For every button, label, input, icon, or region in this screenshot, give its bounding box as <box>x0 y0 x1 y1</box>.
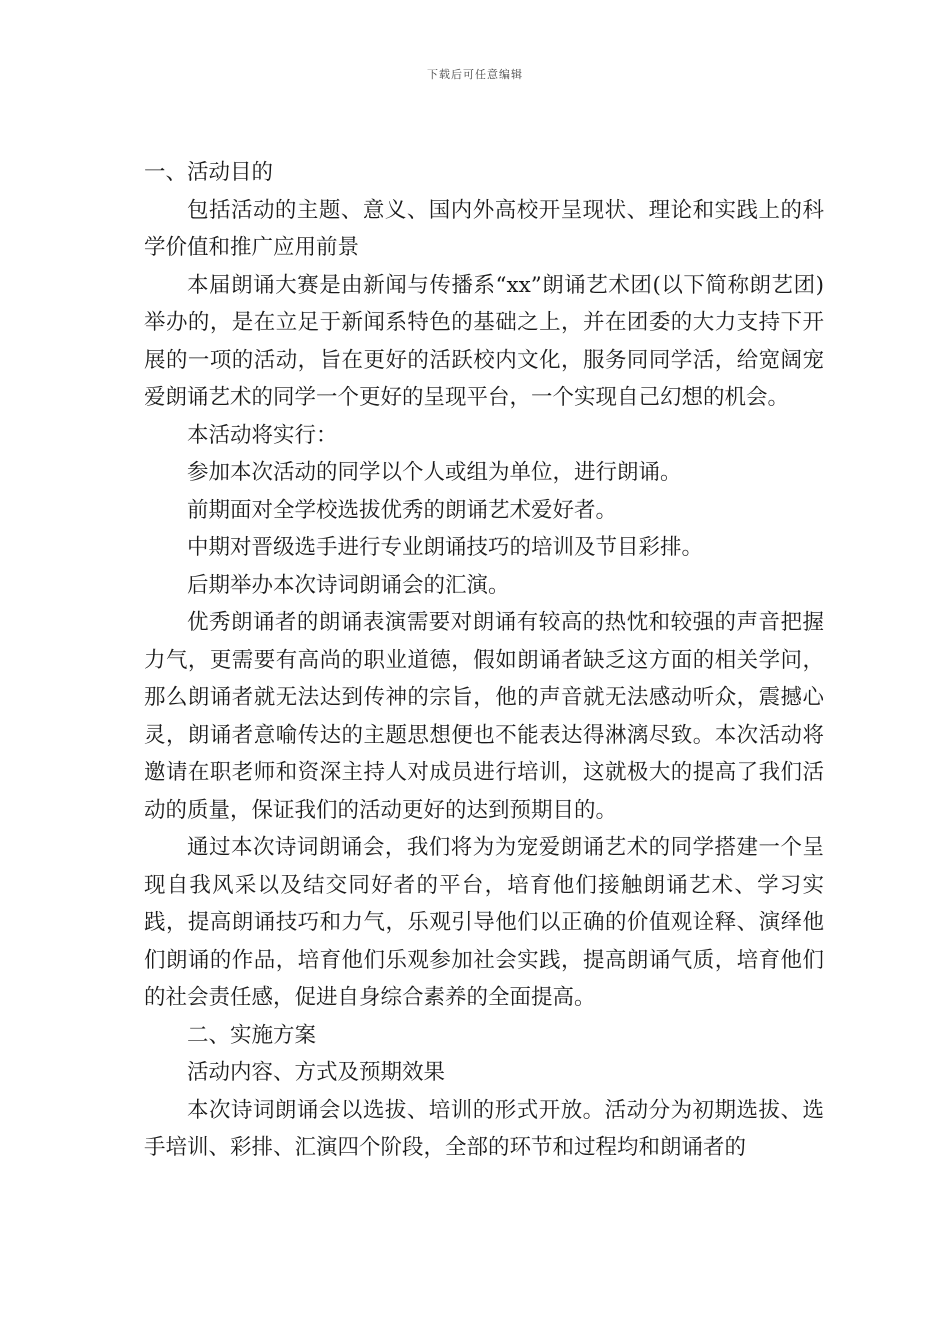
list-item-late-stage: 后期举办本次诗词朗诵会的汇演。 <box>187 572 510 598</box>
page-header: 下载后可任意编辑 <box>427 68 523 81</box>
list-item-middle-stage: 中期对晋级选手进行专业朗诵技巧的培训及节目彩排。 <box>187 535 704 560</box>
paragraph-implementation-intro: 本活动将实行： <box>187 422 338 448</box>
paragraph-scope: 包括活动的主题、意义、国内外高校开呈现状、理论和实践上的科学价值和推广应用前景 <box>144 197 824 260</box>
paragraph-stages: 本次诗词朗诵会以选拔、培训的形式开放。活动分为初期选拔、选手培训、彩排、汇演四个阶段，全部的环节和过程均和朗诵者的 <box>144 1097 824 1160</box>
paragraph-goals: 通过本次诗词朗诵会，我们将为为宠爱朗诵艺术的同学搭建一个呈现自我风采以及结交同好者的平台，培育他们接触朗诵艺术、学习实践，提高朗诵技巧和力气，乐观引导他们以正确的价值观诠释、演绎他们朗诵的作品，培育他们乐观参加社会实践，提高朗诵气质，培育他们的社会责任感，促进自身综合素养的全面提高。 <box>144 835 824 1010</box>
paragraph-training: 优秀朗诵者的朗诵表演需要对朗诵有较高的热忱和较强的声音把握力气，更需要有高尚的职业道德，假如朗诵者缺乏这方面的相关学问，那么朗诵者就无法达到传神的宗旨，他的声音就无法感动听众，震撼心灵，朗诵者意喻传达的主题思想便也不能表达得淋漓尽致。本次活动将邀请在职老师和资深主持人对成员进行培训，这就极大的提高了我们活动的质量，保证我们的活动更好的达到预期目的。 <box>144 610 824 823</box>
paragraph-background: 本届朗诵大赛是由新闻与传播系“xx”朗诵艺术团(以下简称朗艺团)举办的，是在立足于新闻系特色的基础之上，并在团委的大力支持下开展的一项的活动，旨在更好的活跃校内文化，服务同同学活，给宽阔宠爱朗诵艺术的同学一个更好的呈现平台，一个实现自己幻想的机会。 <box>144 272 824 410</box>
section-heading-plan: 二、实施方案 <box>187 1022 317 1048</box>
list-item-participation: 参加本次活动的同学以个人或组为单位，进行朗诵。 <box>187 460 682 485</box>
subheading-content: 活动内容、方式及预期效果 <box>187 1060 446 1085</box>
document-body <box>144 154 824 1167</box>
list-item-early-stage: 前期面对全学校选拔优秀的朗诵艺术爱好者。 <box>187 497 618 523</box>
section-heading-purpose: 一、活动目的 <box>144 160 274 185</box>
